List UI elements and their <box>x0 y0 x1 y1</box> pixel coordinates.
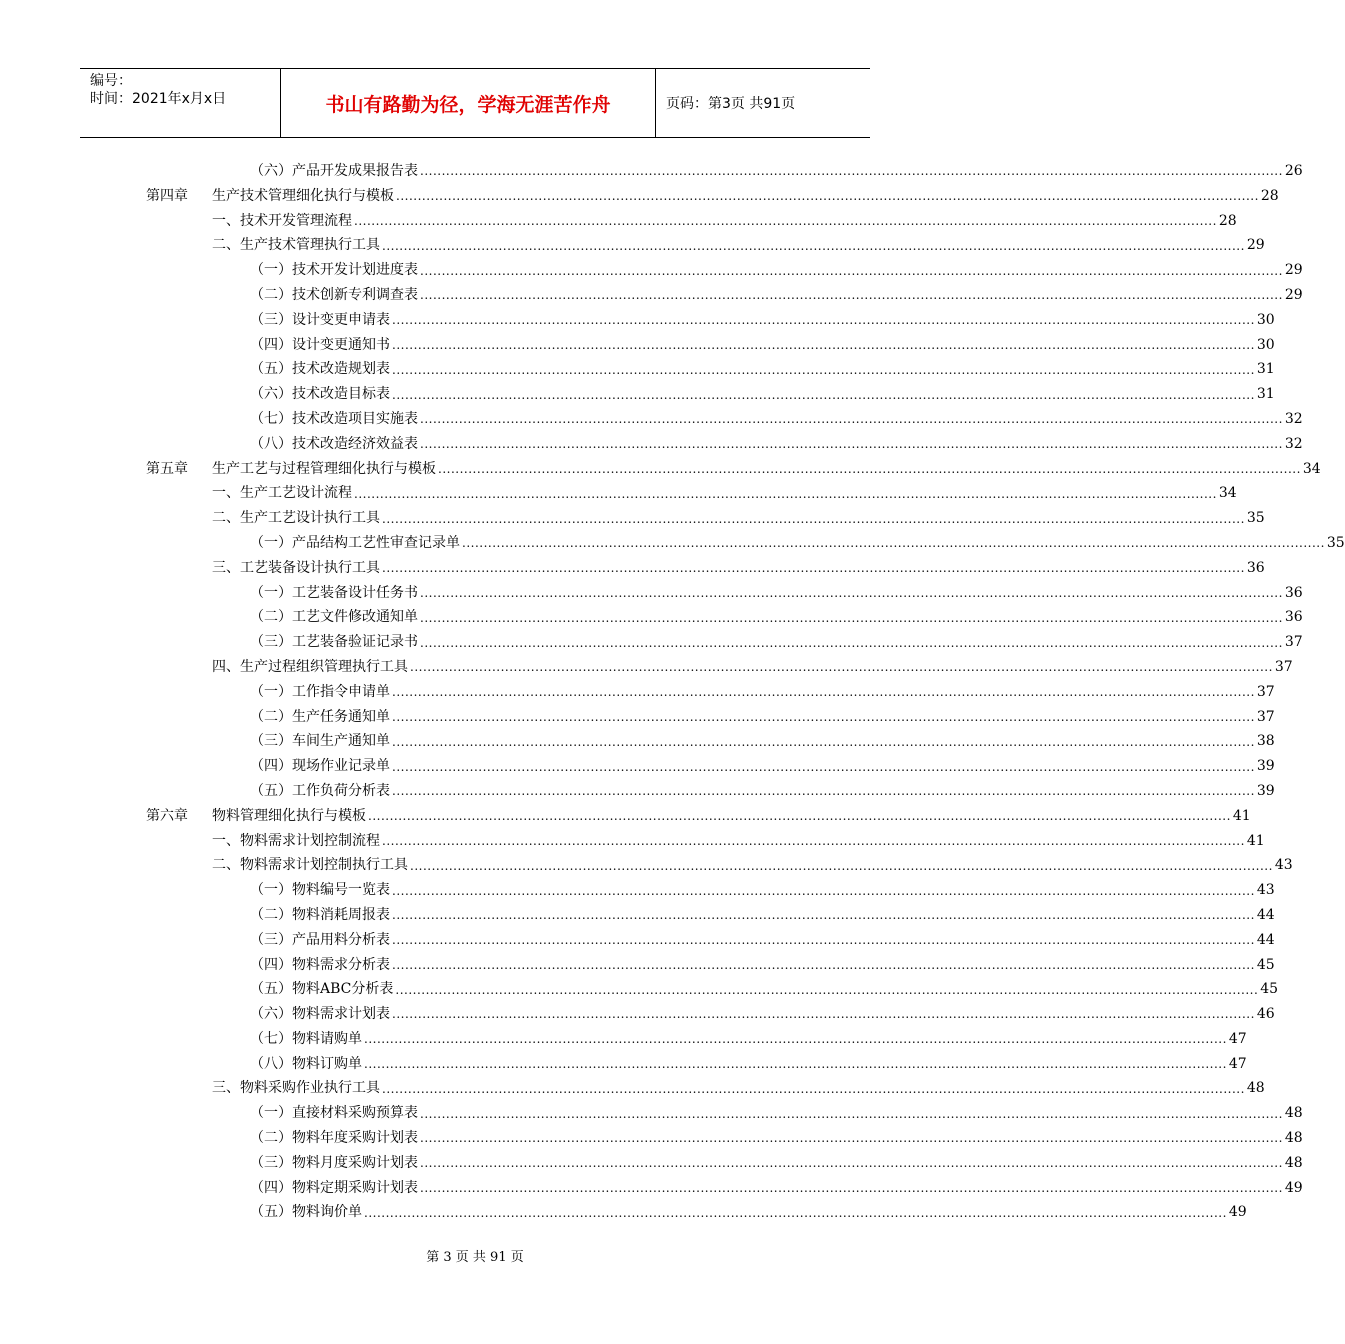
toc-page-number: 41 <box>1246 832 1265 849</box>
toc-leader-dots: ........................................................................................................................................................................................................ <box>420 437 1283 452</box>
toc-leader-dots: ........................................................................................................................................................................................................ <box>392 387 1255 402</box>
toc-leader-dots: ........................................................................................................................................................................................................ <box>395 982 1259 997</box>
toc-entry[interactable] <box>0 878 1275 903</box>
toc-leader-dots: ........................................................................................................................................................................................................ <box>382 511 1245 526</box>
toc-entry-label: （六）产品开发成果报告表 <box>250 163 418 179</box>
page-footer: 第 3 页 共 91 页 <box>426 1250 524 1265</box>
toc-entry-label: 三、工艺装备设计执行工具 <box>212 559 380 576</box>
toc-entry-label: （五）技术改造规划表 <box>250 361 390 378</box>
toc-page-number: 47 <box>1228 1030 1247 1047</box>
toc-leader-dots: ........................................................................................................................................................................................................ <box>420 585 1283 600</box>
toc-entry[interactable] <box>0 630 1303 655</box>
toc-leader-dots: ........................................................................................................................................................................................................ <box>396 189 1259 204</box>
toc-page-number: 44 <box>1256 931 1275 948</box>
toc-entry-label: （六）物料需求计划表 <box>250 1006 390 1023</box>
toc-entry-label: （三）物料月度采购计划表 <box>250 1154 418 1171</box>
toc-leader-dots: ........................................................................................................................................................................................................ <box>420 412 1283 427</box>
toc-entry-label: 四、生产过程组织管理执行工具 <box>212 658 408 675</box>
toc-entry-label: （五）物料ABC分析表 <box>250 981 394 998</box>
toc-leader-dots: ........................................................................................................................................................................................................ <box>382 833 1245 848</box>
toc-leader-dots: ........................................................................................................................................................................................................ <box>364 1057 1227 1072</box>
toc-entry-label: （三）产品用料分析表 <box>250 931 390 948</box>
toc-leader-dots: ........................................................................................................................................................................................................ <box>392 957 1255 972</box>
toc-page-number: 41 <box>1232 807 1251 824</box>
toc-chapter-number: 第四章 <box>146 187 188 204</box>
toc-entry-label: 生产工艺与过程管理细化执行与模板 <box>212 460 436 477</box>
toc-entry-label: 生产技术管理细化执行与模板 <box>212 187 394 204</box>
toc-entry-label: （七）技术改造项目实施表 <box>250 410 418 427</box>
toc-entry[interactable] <box>0 655 1293 680</box>
toc-entry[interactable] <box>0 829 1265 854</box>
toc-entry-label: 二、物料需求计划控制执行工具 <box>212 857 408 874</box>
toc-entry-label: （二）物料年度采购计划表 <box>250 1130 418 1147</box>
toc-entry[interactable] <box>0 903 1275 928</box>
toc-page-number: 34 <box>1218 485 1237 502</box>
toc-entry-label: 一、物料需求计划控制流程 <box>212 832 380 849</box>
toc-entry-label: （四）物料需求分析表 <box>250 956 390 973</box>
toc-entry-label: （八）技术改造经济效益表 <box>250 435 418 452</box>
toc-leader-dots: ........................................................................................................................................................................................................ <box>462 536 1325 551</box>
toc-page-number: 36 <box>1246 559 1265 576</box>
toc-leader-dots: ........................................................................................................................................................................................................ <box>354 486 1217 501</box>
toc-entry[interactable] <box>0 853 1293 878</box>
toc-page-number: 34 <box>1302 460 1321 477</box>
toc-entry[interactable] <box>0 258 1303 283</box>
toc-page-number: 48 <box>1284 1105 1303 1122</box>
toc-entry[interactable] <box>0 1176 1303 1201</box>
toc-leader-dots: ........................................................................................................................................................................................................ <box>382 238 1245 253</box>
toc-page-number: 36 <box>1284 584 1303 601</box>
toc-entry[interactable] <box>0 928 1275 953</box>
toc-page-number: 30 <box>1256 336 1275 353</box>
toc-entry[interactable] <box>0 556 1265 581</box>
toc-entry-label: （五）工作负荷分析表 <box>250 782 390 799</box>
toc-page-number: 37 <box>1256 708 1275 725</box>
toc-page-number: 39 <box>1256 758 1275 775</box>
toc-leader-dots: ........................................................................................................................................................................................................ <box>392 337 1255 352</box>
toc-entry[interactable] <box>0 680 1275 705</box>
header-page-info: 页码：第3页 共91页 <box>666 96 796 112</box>
serial-label: 编号： <box>90 73 132 89</box>
toc-leader-dots: ........................................................................................................................................................................................................ <box>364 1205 1227 1220</box>
toc-entry-label: （三）车间生产通知单 <box>250 733 390 750</box>
toc-leader-dots: ........................................................................................................................................................................................................ <box>392 883 1255 898</box>
toc-entry[interactable] <box>0 1151 1303 1176</box>
toc-entry[interactable] <box>0 506 1265 531</box>
toc-entry[interactable] <box>0 233 1265 258</box>
toc-page-number: 32 <box>1284 435 1303 452</box>
toc-leader-dots: ........................................................................................................................................................................................................ <box>410 660 1273 675</box>
toc-entry-label: （四）物料定期采购计划表 <box>250 1179 418 1196</box>
toc-entry-label: （二）物料消耗周报表 <box>250 906 390 923</box>
header-meta <box>80 69 281 137</box>
toc-entry[interactable] <box>0 184 1279 209</box>
toc-entry-label: （一）技术开发计划进度表 <box>250 262 418 279</box>
toc-page-number: 26 <box>1284 163 1303 179</box>
toc-entry-label: （一）工艺装备设计任务书 <box>250 584 418 601</box>
toc-entry[interactable] <box>0 1052 1247 1077</box>
toc-entry[interactable] <box>0 1027 1247 1052</box>
toc-entry-label: （三）设计变更申请表 <box>250 311 390 328</box>
toc-entry-label: （三）工艺装备验证记录书 <box>250 634 418 651</box>
toc-page-number: 45 <box>1260 981 1279 998</box>
toc-entry-label: （五）物料询价单 <box>250 1204 362 1221</box>
toc-page-number: 29 <box>1246 237 1265 254</box>
toc-entry-label: （一）产品结构工艺性审查记录单 <box>250 534 460 551</box>
toc-leader-dots: ........................................................................................................................................................................................................ <box>392 709 1255 724</box>
toc-entry[interactable] <box>0 779 1275 804</box>
toc-entry[interactable] <box>0 705 1275 730</box>
toc-entry-label: （八）物料订购单 <box>250 1055 362 1072</box>
toc-leader-dots: ........................................................................................................................................................................................................ <box>420 1156 1283 1171</box>
toc-entry-label: 二、生产技术管理执行工具 <box>212 237 380 254</box>
toc-entry-label: （四）设计变更通知书 <box>250 336 390 353</box>
toc-entry[interactable] <box>0 407 1303 432</box>
toc-entry[interactable] <box>0 581 1303 606</box>
toc-entry[interactable] <box>0 283 1303 308</box>
toc-entry[interactable] <box>0 308 1275 333</box>
toc-page-number: 38 <box>1256 733 1275 750</box>
toc-entry[interactable] <box>0 1076 1265 1101</box>
toc-leader-dots: ........................................................................................................................................................................................................ <box>420 635 1283 650</box>
toc-page-number: 44 <box>1256 906 1275 923</box>
toc-entry-label: （二）工艺文件修改通知单 <box>250 609 418 626</box>
toc-entry-label: （二）技术创新专利调查表 <box>250 286 418 303</box>
toc-page-number: 48 <box>1284 1130 1303 1147</box>
toc-leader-dots: ........................................................................................................................................................................................................ <box>392 362 1255 377</box>
toc-page-number: 37 <box>1274 658 1293 675</box>
toc-leader-dots: ........................................................................................................................................................................................................ <box>354 213 1217 228</box>
toc-entry-label: 物料管理细化执行与模板 <box>212 807 366 824</box>
toc-page-number: 35 <box>1326 534 1345 551</box>
toc-entry-label: 一、生产工艺设计流程 <box>212 485 352 502</box>
toc-leader-dots: ........................................................................................................................................................................................................ <box>364 1032 1227 1047</box>
toc-leader-dots: ........................................................................................................................................................................................................ <box>438 461 1301 476</box>
toc-entry-label: 一、技术开发管理流程 <box>212 212 352 229</box>
toc-page-number: 48 <box>1284 1154 1303 1171</box>
toc-entry-label: （二）生产任务通知单 <box>250 708 390 725</box>
toc-chapter-title <box>146 457 436 482</box>
page-header <box>80 68 870 138</box>
toc-entry[interactable] <box>0 481 1237 506</box>
toc-page-number: 28 <box>1218 212 1237 229</box>
toc-page-number: 28 <box>1260 187 1279 204</box>
toc-entry-label: （一）物料编号一览表 <box>250 882 390 899</box>
toc-page-number: 45 <box>1256 956 1275 973</box>
toc-entry[interactable] <box>0 804 1251 829</box>
header-motto: 书山有路勤为径，学海无涯苦作舟 <box>281 69 656 137</box>
toc-chapter-number: 第五章 <box>146 460 188 477</box>
toc-chapter-title <box>146 804 366 829</box>
toc-chapter-title <box>146 184 394 209</box>
toc-page-number: 32 <box>1284 410 1303 427</box>
toc-leader-dots: ........................................................................................................................................................................................................ <box>420 1181 1283 1196</box>
toc-leader-dots: ........................................................................................................................................................................................................ <box>420 1131 1283 1146</box>
toc-page-number: 49 <box>1228 1204 1247 1221</box>
time-label: 时间：2021年x月x日 <box>90 91 227 107</box>
toc-leader-dots: ........................................................................................................................................................................................................ <box>392 933 1255 948</box>
toc-entry[interactable] <box>0 977 1279 1002</box>
toc-page-number: 29 <box>1284 286 1303 303</box>
toc-entry-label: 二、生产工艺设计执行工具 <box>212 510 380 527</box>
toc-leader-dots: ........................................................................................................................................................................................................ <box>392 1007 1255 1022</box>
toc-leader-dots: ........................................................................................................................................................................................................ <box>382 561 1245 576</box>
toc-page-number: 31 <box>1256 386 1275 403</box>
toc-entry[interactable] <box>0 382 1275 407</box>
toc-leader-dots: ........................................................................................................................................................................................................ <box>392 734 1255 749</box>
toc-entry[interactable] <box>0 357 1275 382</box>
toc-leader-dots: ........................................................................................................................................................................................................ <box>420 288 1283 303</box>
toc-entry[interactable] <box>0 729 1275 754</box>
toc-entry-label: （六）技术改造目标表 <box>250 386 390 403</box>
toc-entry[interactable] <box>0 531 1345 556</box>
toc-entry[interactable] <box>0 1101 1303 1126</box>
toc-leader-dots: ........................................................................................................................................................................................................ <box>368 809 1231 824</box>
toc-page-number: 43 <box>1274 857 1293 874</box>
toc-leader-dots: ........................................................................................................................................................................................................ <box>382 1081 1245 1096</box>
toc-chapter-number: 第六章 <box>146 807 188 824</box>
toc-leader-dots: ........................................................................................................................................................................................................ <box>420 1106 1283 1121</box>
toc-leader-dots: ........................................................................................................................................................................................................ <box>420 610 1283 625</box>
toc-page-number: 49 <box>1284 1179 1303 1196</box>
toc-entry[interactable] <box>0 209 1237 234</box>
toc-page-number: 48 <box>1246 1080 1265 1097</box>
toc-page-number: 37 <box>1284 634 1303 651</box>
toc-page-number: 37 <box>1256 683 1275 700</box>
toc-entry[interactable] <box>0 754 1275 779</box>
toc-entry-label: 三、物料采购作业执行工具 <box>212 1080 380 1097</box>
toc-page-number: 36 <box>1284 609 1303 626</box>
toc-entry[interactable] <box>0 432 1303 457</box>
toc-page-number: 31 <box>1256 361 1275 378</box>
toc-leader-dots: ........................................................................................................................................................................................................ <box>392 759 1255 774</box>
toc-entry-label: （四）现场作业记录单 <box>250 758 390 775</box>
toc-page-number: 30 <box>1256 311 1275 328</box>
toc-page-number: 35 <box>1246 510 1265 527</box>
toc-entry[interactable] <box>0 1200 1247 1225</box>
toc-page-number: 46 <box>1256 1006 1275 1023</box>
toc-leader-dots: ........................................................................................................................................................................................................ <box>392 784 1255 799</box>
toc-leader-dots: ........................................................................................................................................................................................................ <box>420 164 1283 179</box>
toc-entry-label: （七）物料请购单 <box>250 1030 362 1047</box>
toc-entry[interactable] <box>0 159 1303 184</box>
toc-entry[interactable] <box>0 1002 1275 1027</box>
toc-entry-label: （一）工作指令申请单 <box>250 683 390 700</box>
toc-leader-dots: ........................................................................................................................................................................................................ <box>410 858 1273 873</box>
toc-entry[interactable] <box>0 953 1275 978</box>
toc-page-number: 39 <box>1256 782 1275 799</box>
toc-entry-label: （一）直接材料采购预算表 <box>250 1105 418 1122</box>
table-of-contents <box>0 159 1345 1225</box>
toc-page-number: 47 <box>1228 1055 1247 1072</box>
toc-leader-dots: ........................................................................................................................................................................................................ <box>392 685 1255 700</box>
toc-entry[interactable] <box>0 457 1321 482</box>
toc-page-number: 43 <box>1256 882 1275 899</box>
toc-entry[interactable] <box>0 1126 1303 1151</box>
toc-leader-dots: ........................................................................................................................................................................................................ <box>392 313 1255 328</box>
toc-page-number: 29 <box>1284 262 1303 279</box>
toc-leader-dots: ........................................................................................................................................................................................................ <box>420 263 1283 278</box>
toc-entry[interactable] <box>0 605 1303 630</box>
toc-leader-dots: ........................................................................................................................................................................................................ <box>392 908 1255 923</box>
toc-entry[interactable] <box>0 333 1275 358</box>
